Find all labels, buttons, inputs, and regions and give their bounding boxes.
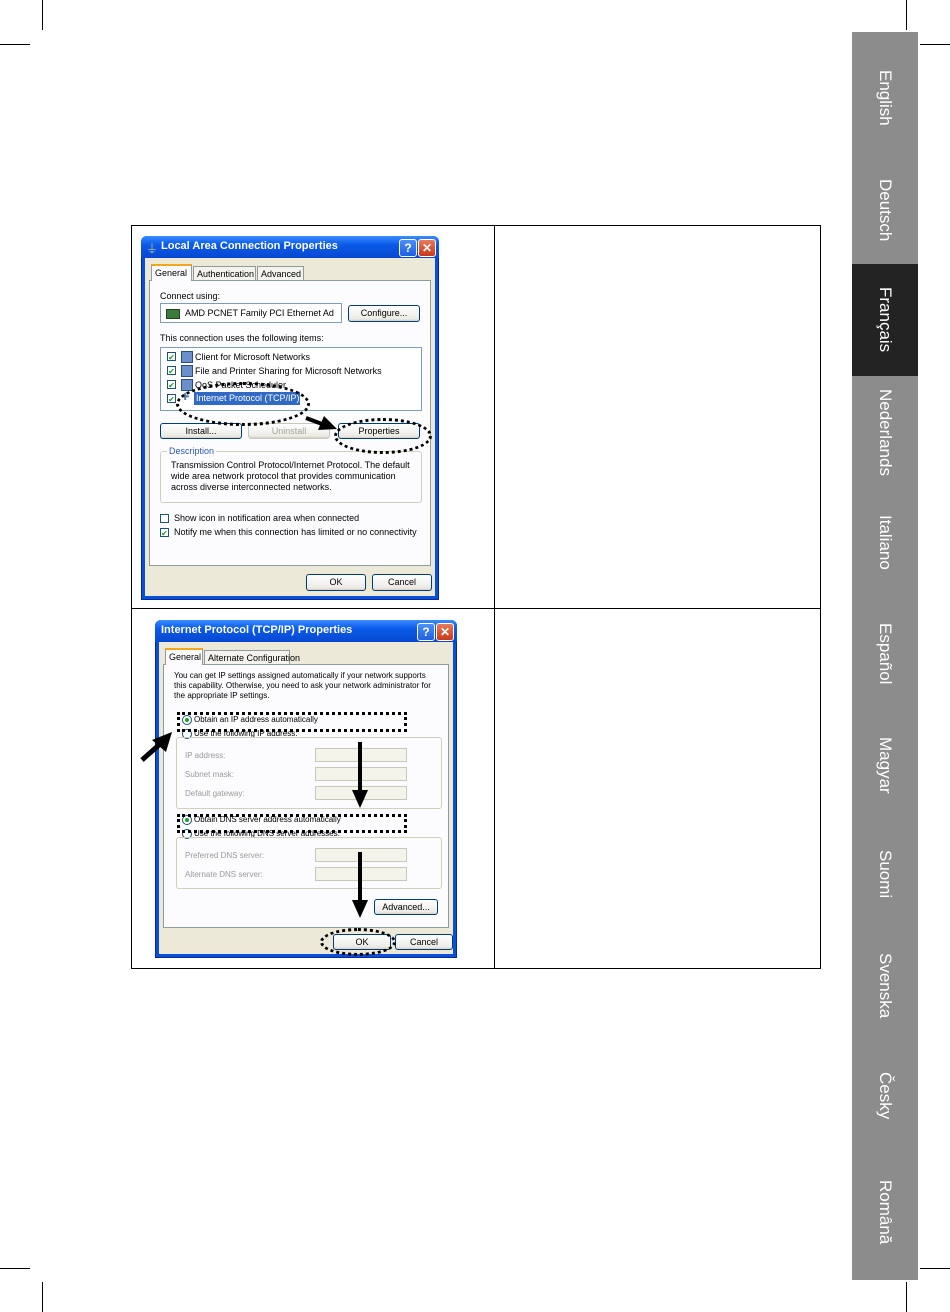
obtain-dns-label: Obtain DNS server address automatically bbox=[194, 815, 341, 824]
uninstall-button: Uninstall bbox=[248, 423, 330, 439]
tab-authentication[interactable]: Authentication bbox=[193, 266, 256, 281]
notify-label: Notify me when this connection has limited or no connectivity bbox=[174, 527, 417, 537]
component-label: Internet Protocol (TCP/IP) bbox=[196, 393, 300, 403]
arrow-to-properties bbox=[306, 416, 337, 430]
preferred-dns-label: Preferred DNS server: bbox=[185, 851, 265, 860]
close-button[interactable]: ✕ bbox=[436, 623, 454, 641]
tab-general[interactable]: General bbox=[151, 264, 192, 281]
notify-checkbox[interactable]: ✔ bbox=[161, 529, 168, 538]
items-label: This connection uses the following items: bbox=[160, 333, 324, 343]
description-line: wide area network protocol that provides communication bbox=[171, 471, 396, 481]
configure-button[interactable]: Configure... bbox=[348, 305, 420, 322]
show-icon-label: Show icon in notification area when connected bbox=[174, 513, 360, 523]
tab-alternate-configuration[interactable]: Alternate Configuration bbox=[204, 650, 290, 665]
tcpip-checkbox[interactable]: ✔ bbox=[168, 395, 175, 404]
file-sharing-checkbox[interactable]: ✔ bbox=[168, 367, 175, 376]
intro-line: the appropriate IP settings. bbox=[174, 691, 270, 700]
cancel-button[interactable]: Cancel bbox=[372, 574, 432, 591]
description-line: Transmission Control Protocol/Internet Protocol. The default bbox=[171, 460, 410, 470]
description-title: Description bbox=[169, 446, 215, 456]
help-button[interactable]: ? bbox=[399, 239, 417, 257]
component-label: File and Printer Sharing for Microsoft Networks bbox=[195, 366, 382, 376]
language-label: Español bbox=[876, 623, 895, 685]
dialog-title: Local Area Connection Properties bbox=[161, 240, 338, 252]
component-label: Client for Microsoft Networks bbox=[195, 352, 311, 362]
client-checkbox[interactable]: ✔ bbox=[168, 353, 175, 362]
ok-button[interactable]: OK bbox=[333, 934, 391, 950]
language-label: Magyar bbox=[876, 736, 895, 794]
tab-advanced[interactable]: Advanced bbox=[257, 266, 304, 281]
description-line: across diverse interconnected networks. bbox=[171, 482, 332, 492]
language-label: Română bbox=[876, 1179, 895, 1245]
close-button[interactable]: ✕ bbox=[418, 239, 436, 257]
component-label: QoS Packet Scheduler bbox=[195, 380, 287, 390]
install-button[interactable]: Install... bbox=[160, 423, 242, 439]
language-label: Deutsch bbox=[876, 178, 895, 242]
language-label: Français bbox=[876, 287, 895, 353]
use-ip-label: Use the following IP address: bbox=[194, 729, 298, 738]
adapter-name: AMD PCNET Family PCI Ethernet Ad bbox=[185, 308, 334, 318]
help-button[interactable]: ? bbox=[417, 623, 435, 641]
arrow-to-obtain-ip bbox=[142, 732, 172, 760]
language-label: Svenska bbox=[876, 953, 895, 1019]
obtain-ip-label: Obtain an IP address automatically bbox=[194, 715, 318, 724]
dialog-title: Internet Protocol (TCP/IP) Properties bbox=[161, 624, 353, 636]
language-label: Suomi bbox=[876, 849, 895, 899]
ok-button[interactable]: OK bbox=[306, 574, 366, 591]
language-label: English bbox=[876, 70, 895, 126]
language-label: Nederlands bbox=[876, 388, 895, 476]
network-icon: ⏚ bbox=[146, 242, 159, 256]
tab-general[interactable]: General bbox=[165, 648, 203, 665]
intro-line: You can get IP settings assigned automatically if your network supports bbox=[174, 671, 426, 680]
alternate-dns-label: Alternate DNS server: bbox=[185, 870, 263, 879]
advanced-button[interactable]: Advanced... bbox=[374, 899, 438, 915]
gateway-label: Default gateway: bbox=[185, 789, 245, 798]
ip-address-label: IP address: bbox=[185, 751, 226, 760]
connect-using-label: Connect using: bbox=[160, 291, 221, 301]
cancel-button[interactable]: Cancel bbox=[395, 934, 453, 950]
language-label: Česky bbox=[876, 1072, 895, 1120]
use-dns-label: Use the following DNS server addresses: bbox=[194, 829, 340, 838]
arrow-down-to-dns bbox=[352, 742, 368, 808]
arrow-down-to-ok bbox=[352, 852, 368, 918]
qos-checkbox[interactable]: ✔ bbox=[168, 381, 175, 390]
properties-button[interactable]: Properties bbox=[338, 423, 420, 439]
language-label: Italiano bbox=[876, 514, 895, 570]
protocol-icon: ✚ bbox=[181, 392, 190, 403]
subnet-label: Subnet mask: bbox=[185, 770, 234, 779]
intro-line: this capability. Otherwise, you need to ask your network administrator for bbox=[174, 681, 431, 690]
